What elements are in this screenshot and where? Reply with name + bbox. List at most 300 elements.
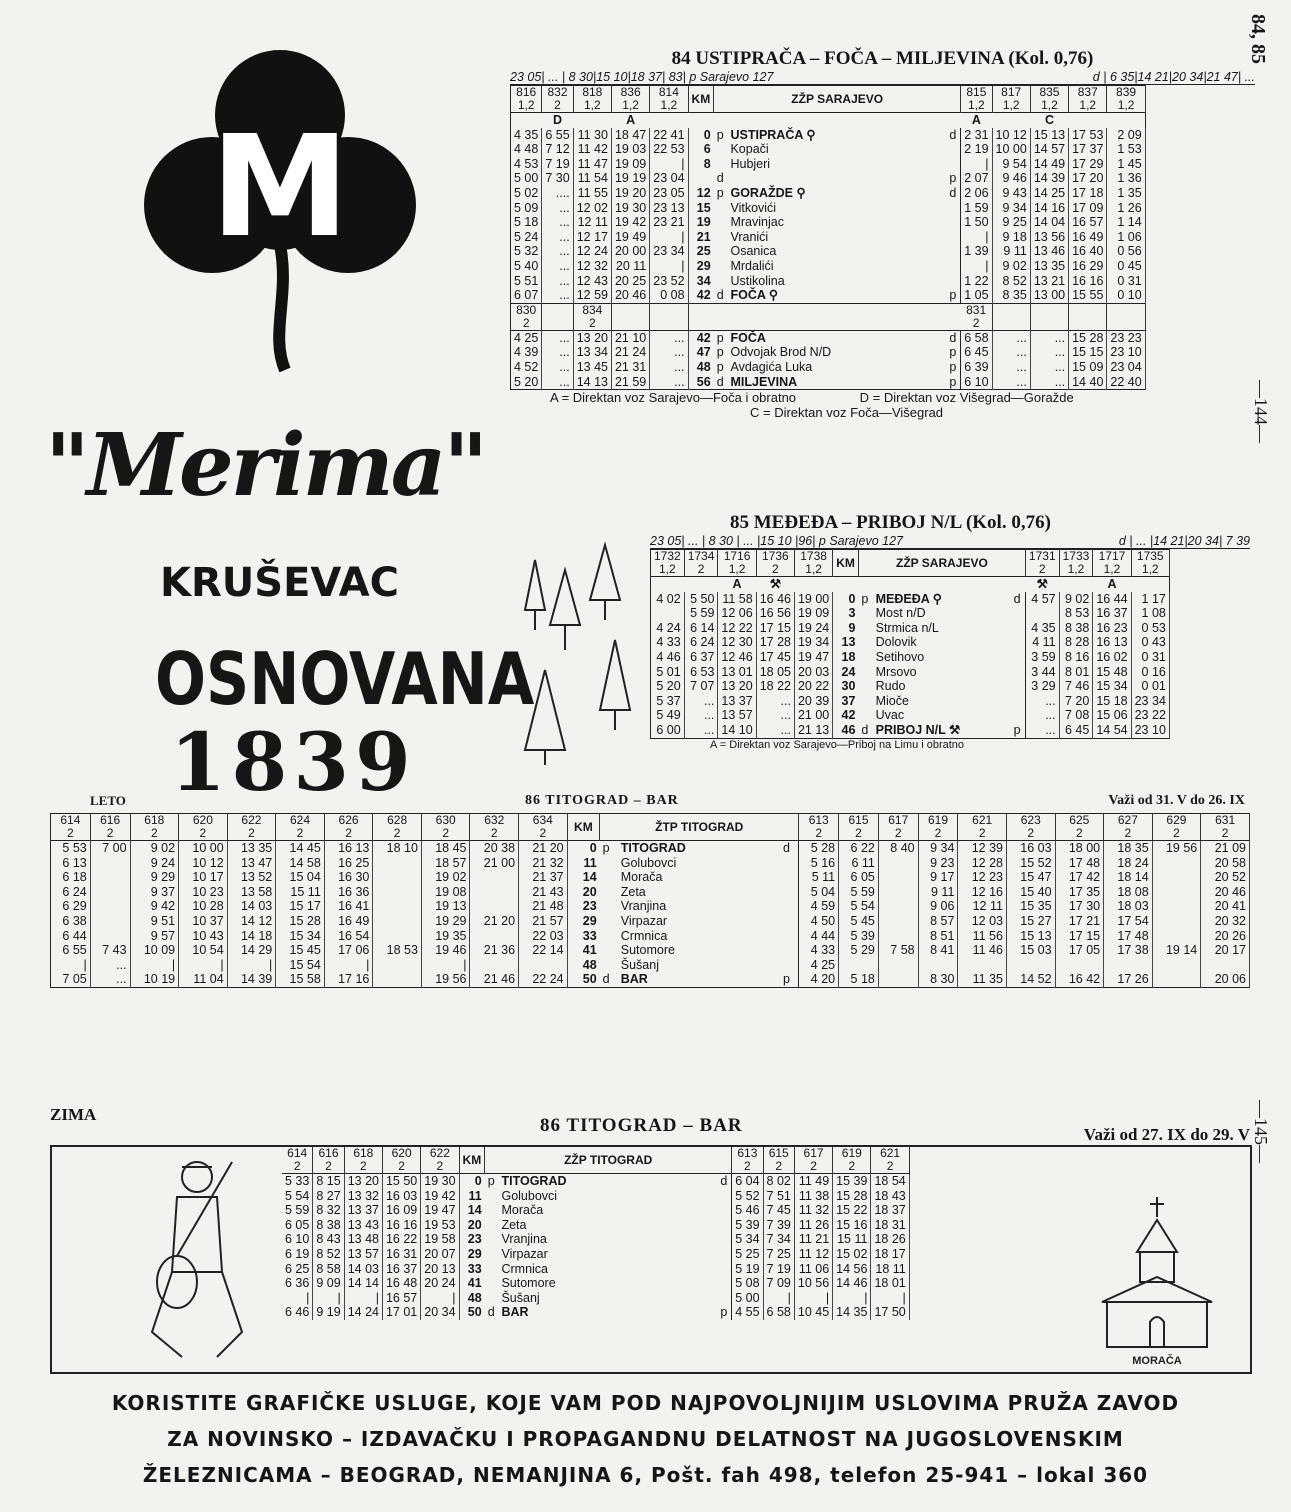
table-row bbox=[51, 885, 1250, 900]
time-cell: 9 57 bbox=[130, 929, 179, 944]
time-cell bbox=[1152, 856, 1201, 871]
arr-dep-cell: d bbox=[1011, 592, 1026, 607]
time-cell: 11 46 bbox=[958, 943, 1007, 958]
time-cell: | bbox=[763, 1291, 794, 1306]
time-cell: 16 54 bbox=[324, 929, 373, 944]
time-cell: 14 29 bbox=[227, 943, 276, 958]
timetable-84-grid bbox=[510, 85, 1146, 390]
train-number-value: 628 bbox=[387, 813, 408, 827]
arr-dep-cell bbox=[780, 885, 799, 900]
station-name: Crmnica bbox=[620, 928, 668, 943]
time-cell: 1 14 bbox=[1107, 215, 1145, 230]
time-cell: 6 44 bbox=[51, 929, 91, 944]
time-cell: 13 45 bbox=[573, 360, 611, 375]
station-name: MILJEVINA bbox=[730, 374, 798, 389]
time-cell: 21 48 bbox=[519, 899, 568, 914]
train-class: 1,2 bbox=[805, 562, 822, 576]
time-cell: 15 03 bbox=[1006, 943, 1055, 958]
train-number bbox=[1107, 86, 1145, 113]
train-number bbox=[179, 814, 228, 841]
table-row bbox=[651, 592, 1170, 607]
time-cell: 13 58 bbox=[227, 885, 276, 900]
time-cell: 6 39 bbox=[961, 360, 992, 375]
train-class: 2 bbox=[886, 1159, 894, 1173]
station-name: Virpazar bbox=[620, 913, 668, 928]
time-cell: 16 49 bbox=[1069, 230, 1107, 245]
time-cell: 10 00 bbox=[179, 841, 228, 856]
time-cell: ... bbox=[542, 345, 573, 360]
train-number bbox=[1201, 814, 1250, 841]
train-mark bbox=[650, 113, 688, 128]
time-cell: 15 09 bbox=[1069, 360, 1107, 375]
train-number-value: 839 bbox=[1116, 85, 1137, 99]
time-cell: ... bbox=[756, 708, 794, 723]
table-row bbox=[511, 201, 1146, 216]
time-cell: 23 22 bbox=[1131, 708, 1169, 723]
time-cell: 17 15 bbox=[1055, 929, 1104, 944]
train-class: 2 bbox=[1124, 826, 1132, 840]
km-cell: 9 bbox=[848, 620, 856, 635]
time-cell: ... bbox=[756, 694, 794, 709]
station-name bbox=[727, 171, 946, 186]
train-number-value: 835 bbox=[1039, 85, 1060, 99]
time-cell bbox=[373, 870, 422, 885]
time-cell bbox=[1152, 885, 1201, 900]
time-cell: 15 54 bbox=[276, 958, 325, 973]
km-cell: 50 bbox=[467, 1305, 482, 1320]
train-number-value: 1716 bbox=[723, 549, 751, 563]
train-class: 2 bbox=[296, 826, 304, 840]
arr-dep-cell bbox=[1011, 679, 1026, 694]
time-cell: 15 50 bbox=[382, 1174, 420, 1189]
train-class: 2 bbox=[1027, 826, 1035, 840]
train-number bbox=[382, 1147, 420, 1174]
table-row bbox=[511, 375, 1146, 390]
train-number-value: 1732 bbox=[654, 549, 681, 563]
km-header: KM bbox=[459, 1147, 485, 1174]
arr-dep-cell: p bbox=[946, 360, 960, 375]
arr-dep-cell bbox=[780, 856, 799, 871]
train-number-value: 630 bbox=[435, 813, 456, 827]
time-cell: 19 03 bbox=[611, 142, 649, 157]
km-header: KM bbox=[688, 86, 714, 113]
arr-dep-cell: d bbox=[717, 1174, 731, 1189]
km-cell: 41 bbox=[582, 943, 597, 958]
time-cell: 21 59 bbox=[611, 375, 649, 390]
train-number-value: 614 bbox=[287, 1146, 308, 1160]
time-cell: 16 57 bbox=[1069, 215, 1107, 230]
arr-dep-cell bbox=[1011, 635, 1026, 650]
time-cell: 1 08 bbox=[1131, 606, 1169, 621]
arr-dep-cell bbox=[485, 1262, 499, 1277]
time-cell: 14 49 bbox=[1030, 157, 1068, 172]
arr-dep-cell bbox=[717, 1262, 731, 1277]
train-number-value: 837 bbox=[1077, 85, 1098, 99]
time-cell: 6 14 bbox=[684, 621, 718, 636]
time-cell: 5 39 bbox=[839, 929, 879, 944]
train-class: 2 bbox=[393, 826, 401, 840]
km-header: KM bbox=[567, 814, 600, 841]
time-cell: 21 20 bbox=[470, 914, 519, 929]
arr-dep-cell: d bbox=[946, 128, 960, 143]
train-number-value: 629 bbox=[1166, 813, 1187, 827]
table-row bbox=[51, 943, 1250, 958]
arr-dep-cell bbox=[714, 142, 728, 157]
arr-dep-cell bbox=[717, 1218, 731, 1233]
time-cell: 6 19 bbox=[282, 1247, 313, 1262]
time-cell: 19 42 bbox=[611, 215, 649, 230]
km-cell: 14 bbox=[467, 1203, 482, 1218]
time-cell: 7 19 bbox=[542, 157, 573, 172]
t84-legend-d: D = Direktan voz Višegrad—Goražde bbox=[859, 390, 1074, 406]
time-cell: 1 36 bbox=[1107, 171, 1145, 186]
time-cell: 21 00 bbox=[794, 708, 832, 723]
time-cell: 14 14 bbox=[344, 1276, 382, 1291]
time-cell bbox=[373, 899, 422, 914]
arr-dep-cell bbox=[485, 1276, 499, 1291]
time-cell: 19 19 bbox=[611, 171, 649, 186]
time-cell: 11 26 bbox=[794, 1218, 832, 1233]
time-cell: 17 48 bbox=[1055, 856, 1104, 871]
train-number-value: 619 bbox=[841, 1146, 862, 1160]
time-cell: 2 09 bbox=[1107, 128, 1145, 143]
time-cell: 13 32 bbox=[344, 1189, 382, 1204]
time-cell bbox=[878, 972, 918, 987]
train-class: 2 bbox=[345, 826, 352, 840]
time-cell: 15 52 bbox=[1006, 856, 1055, 871]
train-number-value: 624 bbox=[289, 813, 311, 827]
train-number bbox=[650, 86, 688, 113]
time-cell bbox=[958, 958, 1007, 973]
time-cell: 14 56 bbox=[833, 1262, 871, 1277]
time-cell: 21 31 bbox=[611, 360, 649, 375]
train-class: 2 bbox=[978, 826, 986, 840]
time-cell: 15 15 bbox=[1069, 345, 1107, 360]
time-cell: 12 11 bbox=[573, 215, 611, 230]
arr-dep-cell bbox=[714, 215, 728, 230]
time-cell: 21 43 bbox=[519, 885, 568, 900]
train-class: 2 bbox=[436, 1159, 444, 1173]
time-cell: 19 20 bbox=[611, 186, 649, 201]
train-number-value: 836 bbox=[620, 85, 641, 99]
train-number bbox=[573, 86, 611, 113]
time-cell: 22 03 bbox=[519, 929, 568, 944]
time-cell: 11 49 bbox=[794, 1174, 832, 1189]
footer-advert bbox=[0, 1385, 1291, 1493]
time-cell bbox=[373, 914, 422, 929]
time-cell: 17 21 bbox=[1055, 914, 1104, 929]
time-cell: 19 53 bbox=[421, 1218, 459, 1233]
table-row bbox=[282, 1218, 909, 1233]
time-cell: 11 06 bbox=[794, 1262, 832, 1277]
time-cell: 6 38 bbox=[51, 914, 91, 929]
time-cell: 17 53 bbox=[1069, 128, 1107, 143]
train-class: 2 bbox=[248, 826, 255, 840]
arr-dep-cell: d bbox=[861, 722, 869, 737]
time-cell: 20 41 bbox=[1201, 899, 1250, 914]
train-class: 2 bbox=[325, 1159, 332, 1173]
time-cell: 10 45 bbox=[794, 1305, 832, 1320]
time-cell: ... bbox=[542, 244, 573, 259]
time-cell: 20 52 bbox=[1201, 870, 1250, 885]
time-cell: 5 32 bbox=[511, 244, 542, 259]
time-cell: 0 16 bbox=[1131, 665, 1169, 680]
time-cell: 10 23 bbox=[179, 885, 228, 900]
time-cell: 7 08 bbox=[1059, 708, 1093, 723]
time-cell: 6 10 bbox=[282, 1232, 313, 1247]
arr-dep-cell: p bbox=[487, 1174, 495, 1188]
t84-legend-c: C = Direktan voz Foča—Višegrad bbox=[750, 405, 944, 421]
time-cell: 19 34 bbox=[794, 635, 832, 650]
time-cell: 9 02 bbox=[130, 841, 179, 856]
train-mark bbox=[511, 113, 542, 128]
time-cell: 9 37 bbox=[130, 885, 179, 900]
train-class: 1,2 bbox=[659, 562, 676, 576]
train-number bbox=[1030, 86, 1068, 113]
time-cell: 15 22 bbox=[833, 1203, 871, 1218]
time-cell: 12 02 bbox=[573, 201, 611, 216]
time-cell: 9 43 bbox=[992, 186, 1030, 201]
train-number-value: 614 bbox=[60, 813, 81, 827]
time-cell: 5 33 bbox=[282, 1174, 313, 1189]
arr-dep-cell: p bbox=[946, 375, 960, 390]
train-class: 2 bbox=[106, 826, 114, 840]
time-cell: 1 22 bbox=[961, 274, 992, 289]
time-cell: 10 12 bbox=[992, 128, 1030, 143]
time-cell: 17 18 bbox=[1069, 186, 1107, 201]
train-number bbox=[718, 550, 756, 577]
train-number-value: 627 bbox=[1117, 813, 1138, 827]
table-row bbox=[51, 870, 1250, 885]
time-cell: 15 11 bbox=[276, 885, 325, 900]
train-mark: A bbox=[626, 113, 636, 127]
station-name: TITOGRAD bbox=[501, 1174, 567, 1188]
time-cell: 21 46 bbox=[470, 972, 519, 987]
time-cell: 19 42 bbox=[421, 1189, 459, 1204]
train-number bbox=[992, 303, 1030, 330]
train-class: 2 bbox=[810, 1159, 817, 1173]
time-cell: 19 24 bbox=[794, 621, 832, 636]
time-cell: 20 46 bbox=[611, 288, 649, 303]
time-cell bbox=[1006, 958, 1055, 973]
time-cell bbox=[1152, 899, 1201, 914]
page-number-145: —145— bbox=[1251, 1100, 1271, 1163]
time-cell: 3 44 bbox=[1025, 665, 1059, 680]
time-cell: 19 08 bbox=[421, 885, 470, 900]
train-class: 1,2 bbox=[1079, 98, 1097, 112]
station-name: Zeta bbox=[501, 1217, 527, 1232]
timetable-85 bbox=[650, 512, 1250, 751]
arr-dep-cell bbox=[714, 157, 728, 172]
time-cell: 19 46 bbox=[421, 943, 470, 958]
time-cell: 11 04 bbox=[179, 972, 228, 987]
km-cell: 42 bbox=[696, 330, 711, 345]
time-cell: 12 06 bbox=[718, 606, 756, 621]
arr-dep-cell bbox=[946, 157, 960, 172]
time-cell: 14 16 bbox=[1030, 201, 1068, 216]
time-cell: 8 16 bbox=[1059, 650, 1093, 665]
time-cell: 11 12 bbox=[794, 1247, 832, 1262]
marks-row bbox=[651, 577, 1170, 592]
time-cell: 11 55 bbox=[573, 186, 611, 201]
train-class: 2 bbox=[1221, 826, 1229, 840]
table-row bbox=[51, 958, 1250, 973]
time-cell: 8 01 bbox=[1059, 665, 1093, 680]
time-cell: 13 01 bbox=[718, 665, 756, 680]
arr-dep-cell: p bbox=[946, 288, 960, 303]
time-cell: 10 00 bbox=[992, 142, 1030, 157]
time-cell: 23 21 bbox=[650, 215, 688, 230]
table-row bbox=[651, 650, 1170, 665]
arr-dep-cell: p bbox=[716, 185, 724, 200]
km-cell bbox=[688, 171, 714, 186]
km-cell: 21 bbox=[696, 229, 711, 244]
arr-dep-cell bbox=[485, 1189, 499, 1204]
time-cell: 17 05 bbox=[1055, 943, 1104, 958]
time-cell: | bbox=[344, 1291, 382, 1306]
arr-dep-cell: p bbox=[946, 345, 960, 360]
time-cell: 18 45 bbox=[421, 841, 470, 856]
time-cell bbox=[878, 929, 918, 944]
time-cell: 16 37 bbox=[1093, 606, 1131, 621]
time-cell: 15 13 bbox=[1006, 929, 1055, 944]
km-cell bbox=[688, 303, 714, 330]
arr-dep-cell bbox=[1011, 708, 1026, 723]
time-cell: 19 47 bbox=[421, 1203, 459, 1218]
timetable-86-summer-grid bbox=[50, 813, 1250, 988]
station-name: Most n/D bbox=[875, 606, 926, 621]
km-cell: 50 bbox=[582, 972, 597, 987]
arr-dep-cell bbox=[485, 1203, 499, 1218]
time-cell: 13 56 bbox=[1030, 230, 1068, 245]
time-cell: 22 24 bbox=[519, 972, 568, 987]
train-number bbox=[1152, 814, 1201, 841]
ad-founded-year: 1839 bbox=[170, 715, 417, 809]
train-number-value: 621 bbox=[880, 1146, 901, 1160]
time-cell: ... bbox=[542, 330, 573, 345]
time-cell: 15 28 bbox=[276, 914, 325, 929]
time-cell: 11 54 bbox=[573, 171, 611, 186]
time-cell: 15 16 bbox=[833, 1218, 871, 1233]
time-cell: 9 51 bbox=[130, 914, 179, 929]
time-cell: 9 11 bbox=[992, 244, 1030, 259]
time-cell: 14 24 bbox=[344, 1305, 382, 1320]
km-cell: 30 bbox=[841, 679, 856, 694]
station-name: Sutomore bbox=[620, 943, 675, 958]
time-cell: 6 24 bbox=[51, 885, 91, 900]
time-cell: 13 43 bbox=[344, 1218, 382, 1233]
train-class: 2 bbox=[398, 1159, 405, 1173]
time-cell: 8 52 bbox=[313, 1247, 344, 1262]
arr-dep-cell bbox=[1011, 665, 1026, 680]
train-class: 2 bbox=[1038, 562, 1046, 576]
time-cell: 19 30 bbox=[421, 1174, 459, 1189]
train-mark: A bbox=[971, 113, 981, 127]
train-mark bbox=[651, 577, 685, 592]
time-cell: 3 59 bbox=[1025, 650, 1059, 665]
time-cell: 4 59 bbox=[799, 899, 839, 914]
footer-line-3: ŽELEZNICAMA – BEOGRAD, NEMANJINA 6, Pošt. fah 498, telefon 25-941 – lokal 360 bbox=[142, 1463, 1149, 1487]
time-cell: 15 58 bbox=[276, 972, 325, 987]
time-cell: ... bbox=[542, 201, 573, 216]
header-row bbox=[511, 86, 1146, 113]
time-cell: 18 47 bbox=[611, 128, 649, 143]
arr-dep-cell: d bbox=[602, 972, 610, 987]
time-cell bbox=[918, 958, 958, 973]
train-number-value: 632 bbox=[484, 813, 505, 827]
time-cell: 7 07 bbox=[684, 679, 718, 694]
arr-dep-cell bbox=[780, 958, 799, 973]
train-number-value: 814 bbox=[658, 85, 679, 99]
time-cell: | bbox=[227, 958, 276, 973]
train-number-value: 617 bbox=[803, 1146, 824, 1160]
time-cell: 5 00 bbox=[732, 1291, 763, 1306]
time-cell: 2 07 bbox=[961, 171, 992, 186]
time-cell: ... bbox=[542, 375, 573, 390]
time-cell: 14 45 bbox=[276, 841, 325, 856]
time-cell: 0 01 bbox=[1131, 679, 1169, 694]
timetable-85-title: 85 MEĐEĐA – PRIBOJ N/L (Kol. 0,76) bbox=[730, 512, 1051, 533]
train-number bbox=[1025, 550, 1059, 577]
train-class: 2 bbox=[150, 826, 158, 840]
time-cell: 1 50 bbox=[961, 215, 992, 230]
table-row bbox=[282, 1203, 909, 1218]
time-cell: 12 59 bbox=[573, 288, 611, 303]
train-number bbox=[130, 814, 179, 841]
time-cell: ... bbox=[1030, 375, 1068, 390]
time-cell: 6 10 bbox=[961, 375, 992, 390]
station-name: BAR bbox=[620, 972, 648, 987]
time-cell: 21 37 bbox=[519, 870, 568, 885]
time-cell: 17 48 bbox=[1104, 929, 1153, 944]
km-cell: 11 bbox=[583, 855, 597, 870]
time-cell: 21 10 bbox=[611, 330, 649, 345]
time-cell: 14 58 bbox=[276, 856, 325, 871]
station-cell bbox=[714, 303, 961, 330]
time-cell: 19 14 bbox=[1152, 943, 1201, 958]
time-cell: 6 45 bbox=[1059, 723, 1093, 738]
time-cell: 17 29 bbox=[1069, 157, 1107, 172]
time-cell: 8 52 bbox=[992, 274, 1030, 289]
time-cell: 13 35 bbox=[227, 841, 276, 856]
time-cell: 18 00 bbox=[1055, 841, 1104, 856]
timetable-84 bbox=[510, 48, 1255, 420]
table-row bbox=[511, 142, 1146, 157]
time-cell: 21 00 bbox=[470, 856, 519, 871]
time-cell: 14 39 bbox=[227, 972, 276, 987]
km-cell: 0 bbox=[589, 841, 597, 855]
train-mark bbox=[684, 577, 718, 592]
station-name: Šušanj bbox=[620, 957, 659, 972]
arr-dep-cell bbox=[485, 1247, 499, 1262]
arr-dep-cell bbox=[780, 870, 799, 885]
time-cell: 19 58 bbox=[421, 1232, 459, 1247]
clover-logo-letter: M bbox=[210, 106, 350, 269]
arr-dep-cell bbox=[717, 1232, 731, 1247]
train-number bbox=[542, 86, 573, 113]
table-row bbox=[651, 694, 1170, 709]
time-cell: 11 58 bbox=[718, 592, 756, 607]
train-mark: A bbox=[732, 577, 742, 591]
time-cell: 5 04 bbox=[799, 885, 839, 900]
time-cell bbox=[373, 929, 422, 944]
table-row bbox=[511, 345, 1146, 360]
time-cell: 4 20 bbox=[799, 972, 839, 987]
time-cell: 21 09 bbox=[1201, 841, 1250, 856]
time-cell: 16 22 bbox=[382, 1232, 420, 1247]
km-cell: 42 bbox=[696, 288, 711, 303]
time-cell: 19 09 bbox=[794, 606, 832, 621]
